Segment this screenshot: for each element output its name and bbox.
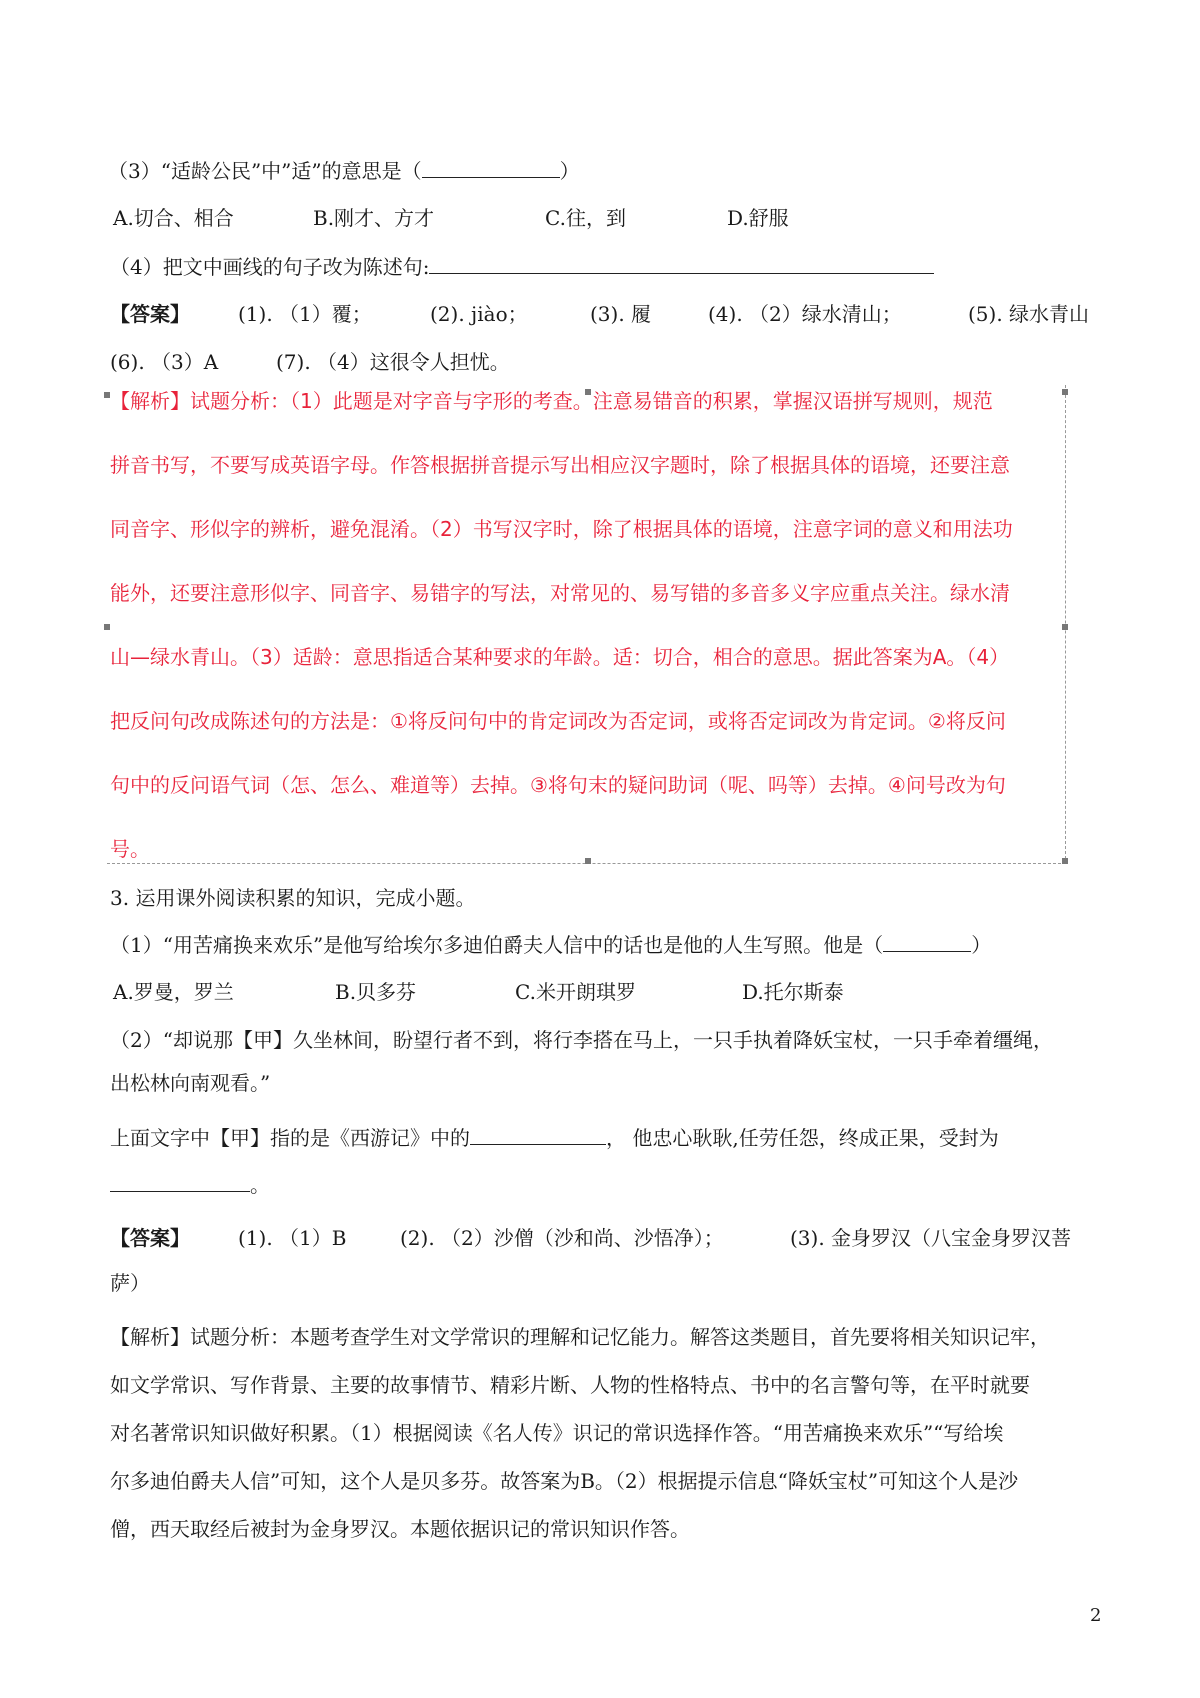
analysis-line: 尔多迪伯爵夫人信”可知，这个人是贝多芬。故答案为B。（2）根据提示信息“降妖宝杖”可知这个人是沙 — [110, 1469, 1019, 1493]
answer-item: (4). （2）绿水清山； — [708, 302, 902, 326]
option-d: D.舒服 — [727, 206, 789, 230]
resize-handle[interactable] — [585, 858, 591, 864]
resize-handle[interactable] — [1062, 624, 1068, 630]
analysis-line: 【解析】试题分析：（1）此题是对字音与字形的考查。注意易错音的积累，掌握汉语拼写规则，规范 — [110, 389, 993, 413]
answer-item: (3). 金身罗汉（八宝金身罗汉菩 — [790, 1226, 1072, 1250]
option-b: B.贝多芬 — [335, 980, 417, 1004]
answer-tag: 【答案】 — [110, 1226, 190, 1250]
analysis-line: 能外，还要注意形似字、同音字、易错字的写法，对常见的、易写错的多音多义字应重点关注。绿水清 — [110, 581, 1010, 605]
analysis-line: 僧，西天取经后被封为金身罗汉。本题依据识记的常识知识作答。 — [110, 1517, 690, 1541]
q3-sub2-question: 上面文字中【甲】指的是《西游记》中的 ， 他忠心耿耿,任劳任怨，终成正果，受封为 — [110, 1122, 999, 1153]
resize-handle[interactable] — [1062, 858, 1068, 864]
answer-item: 萨） — [110, 1271, 150, 1295]
option-d: D.托尔斯泰 — [742, 980, 844, 1004]
analysis-line: 【解析】试题分析：本题考查学生对文学常识的理解和记忆能力。解答这类题目，首先要将相关知识记牢， — [110, 1325, 1050, 1349]
q3-sub2-line2: 出松林向南观看。” — [110, 1071, 271, 1095]
analysis-line: 拼音书写，不要写成英语字母。作答根据拼音提示写出相应汉字题时，除了根据具体的语境，还要注意 — [110, 453, 1010, 477]
option-c: C.往，到 — [545, 206, 626, 230]
q3-sub1: （1）“用苦痛换来欢乐”是他写给埃尔多迪伯爵夫人信中的话也是他的人生写照。他是（ ） — [110, 929, 991, 960]
q2-sub4: （4）把文中画线的句子改为陈述句: — [110, 251, 934, 282]
answer-tag: 【答案】 — [110, 302, 190, 326]
q3-sub2-question-cont: 。 — [110, 1169, 270, 1200]
answer-item: (2). jiào； — [430, 302, 528, 326]
answer-item: (5). 绿水青山 — [968, 302, 1090, 326]
q2-sub3: （3）“适龄公民”中”适”的意思是（ ） — [108, 155, 580, 186]
answer-item: (1). （1）覆； — [238, 302, 372, 326]
answer-item: (2). （2）沙僧（沙和尚、沙悟净）； — [400, 1226, 724, 1250]
q3-sub2-line1: （2）“却说那【甲】久坐林间，盼望行者不到，将行李搭在马上，一只手执着降妖宝杖，一只手牵着缰绳， — [110, 1028, 1053, 1052]
analysis-line: 山—绿水青山。（3）适龄：意思指适合某种要求的年龄。适：切合，相合的意思。据此答案为A。（4） — [110, 645, 1010, 669]
answer-blank[interactable] — [470, 1122, 606, 1145]
analysis-line: 如文学常识、写作背景、主要的故事情节、精彩片断、人物的性格特点、书中的名言警句等，在平时就要 — [110, 1373, 1030, 1397]
option-b: B.刚才、方才 — [313, 206, 435, 230]
answer-item: (1). （1）B — [238, 1226, 347, 1250]
answer-item: (6). （3）A — [110, 350, 219, 374]
resize-handle[interactable] — [1062, 389, 1068, 395]
answer-blank[interactable] — [110, 1169, 250, 1192]
answer-item: (3). 履 — [590, 302, 652, 326]
answer-blank[interactable] — [883, 929, 971, 952]
page-number: 2 — [1090, 1605, 1102, 1626]
answer-item: (7). （4）这很令人担忧。 — [276, 350, 510, 374]
analysis-line: 同音字、形似字的辨析，避免混淆。（2）书写汉字时，除了根据具体的语境，注意字词的意义和用法功 — [110, 517, 1013, 541]
analysis-line: 句中的反问语气词（怎、怎么、难道等）去掉。③将句末的疑问助词（呢、吗等）去掉。④问号改为句 — [110, 773, 1006, 797]
answer-blank[interactable] — [429, 251, 934, 274]
analysis-line: 把反问句改成陈述句的方法是：①将反问句中的肯定词改为否定词，或将否定词改为肯定词。②将反问 — [110, 709, 1006, 733]
analysis-line: 对名著常识知识做好积累。（1）根据阅读《名人传》识记的常识选择作答。“用苦痛换来欢乐”“写给埃 — [110, 1421, 1004, 1445]
q3-heading: 3. 运用课外阅读积累的知识，完成小题。 — [110, 886, 476, 910]
option-a: A.切合、相合 — [113, 206, 234, 230]
analysis-line: 号。 — [110, 837, 150, 861]
resize-handle[interactable] — [104, 624, 110, 630]
answer-blank[interactable] — [422, 155, 560, 178]
option-a: A.罗曼，罗兰 — [113, 980, 234, 1004]
option-c: C.米开朗琪罗 — [515, 980, 636, 1004]
